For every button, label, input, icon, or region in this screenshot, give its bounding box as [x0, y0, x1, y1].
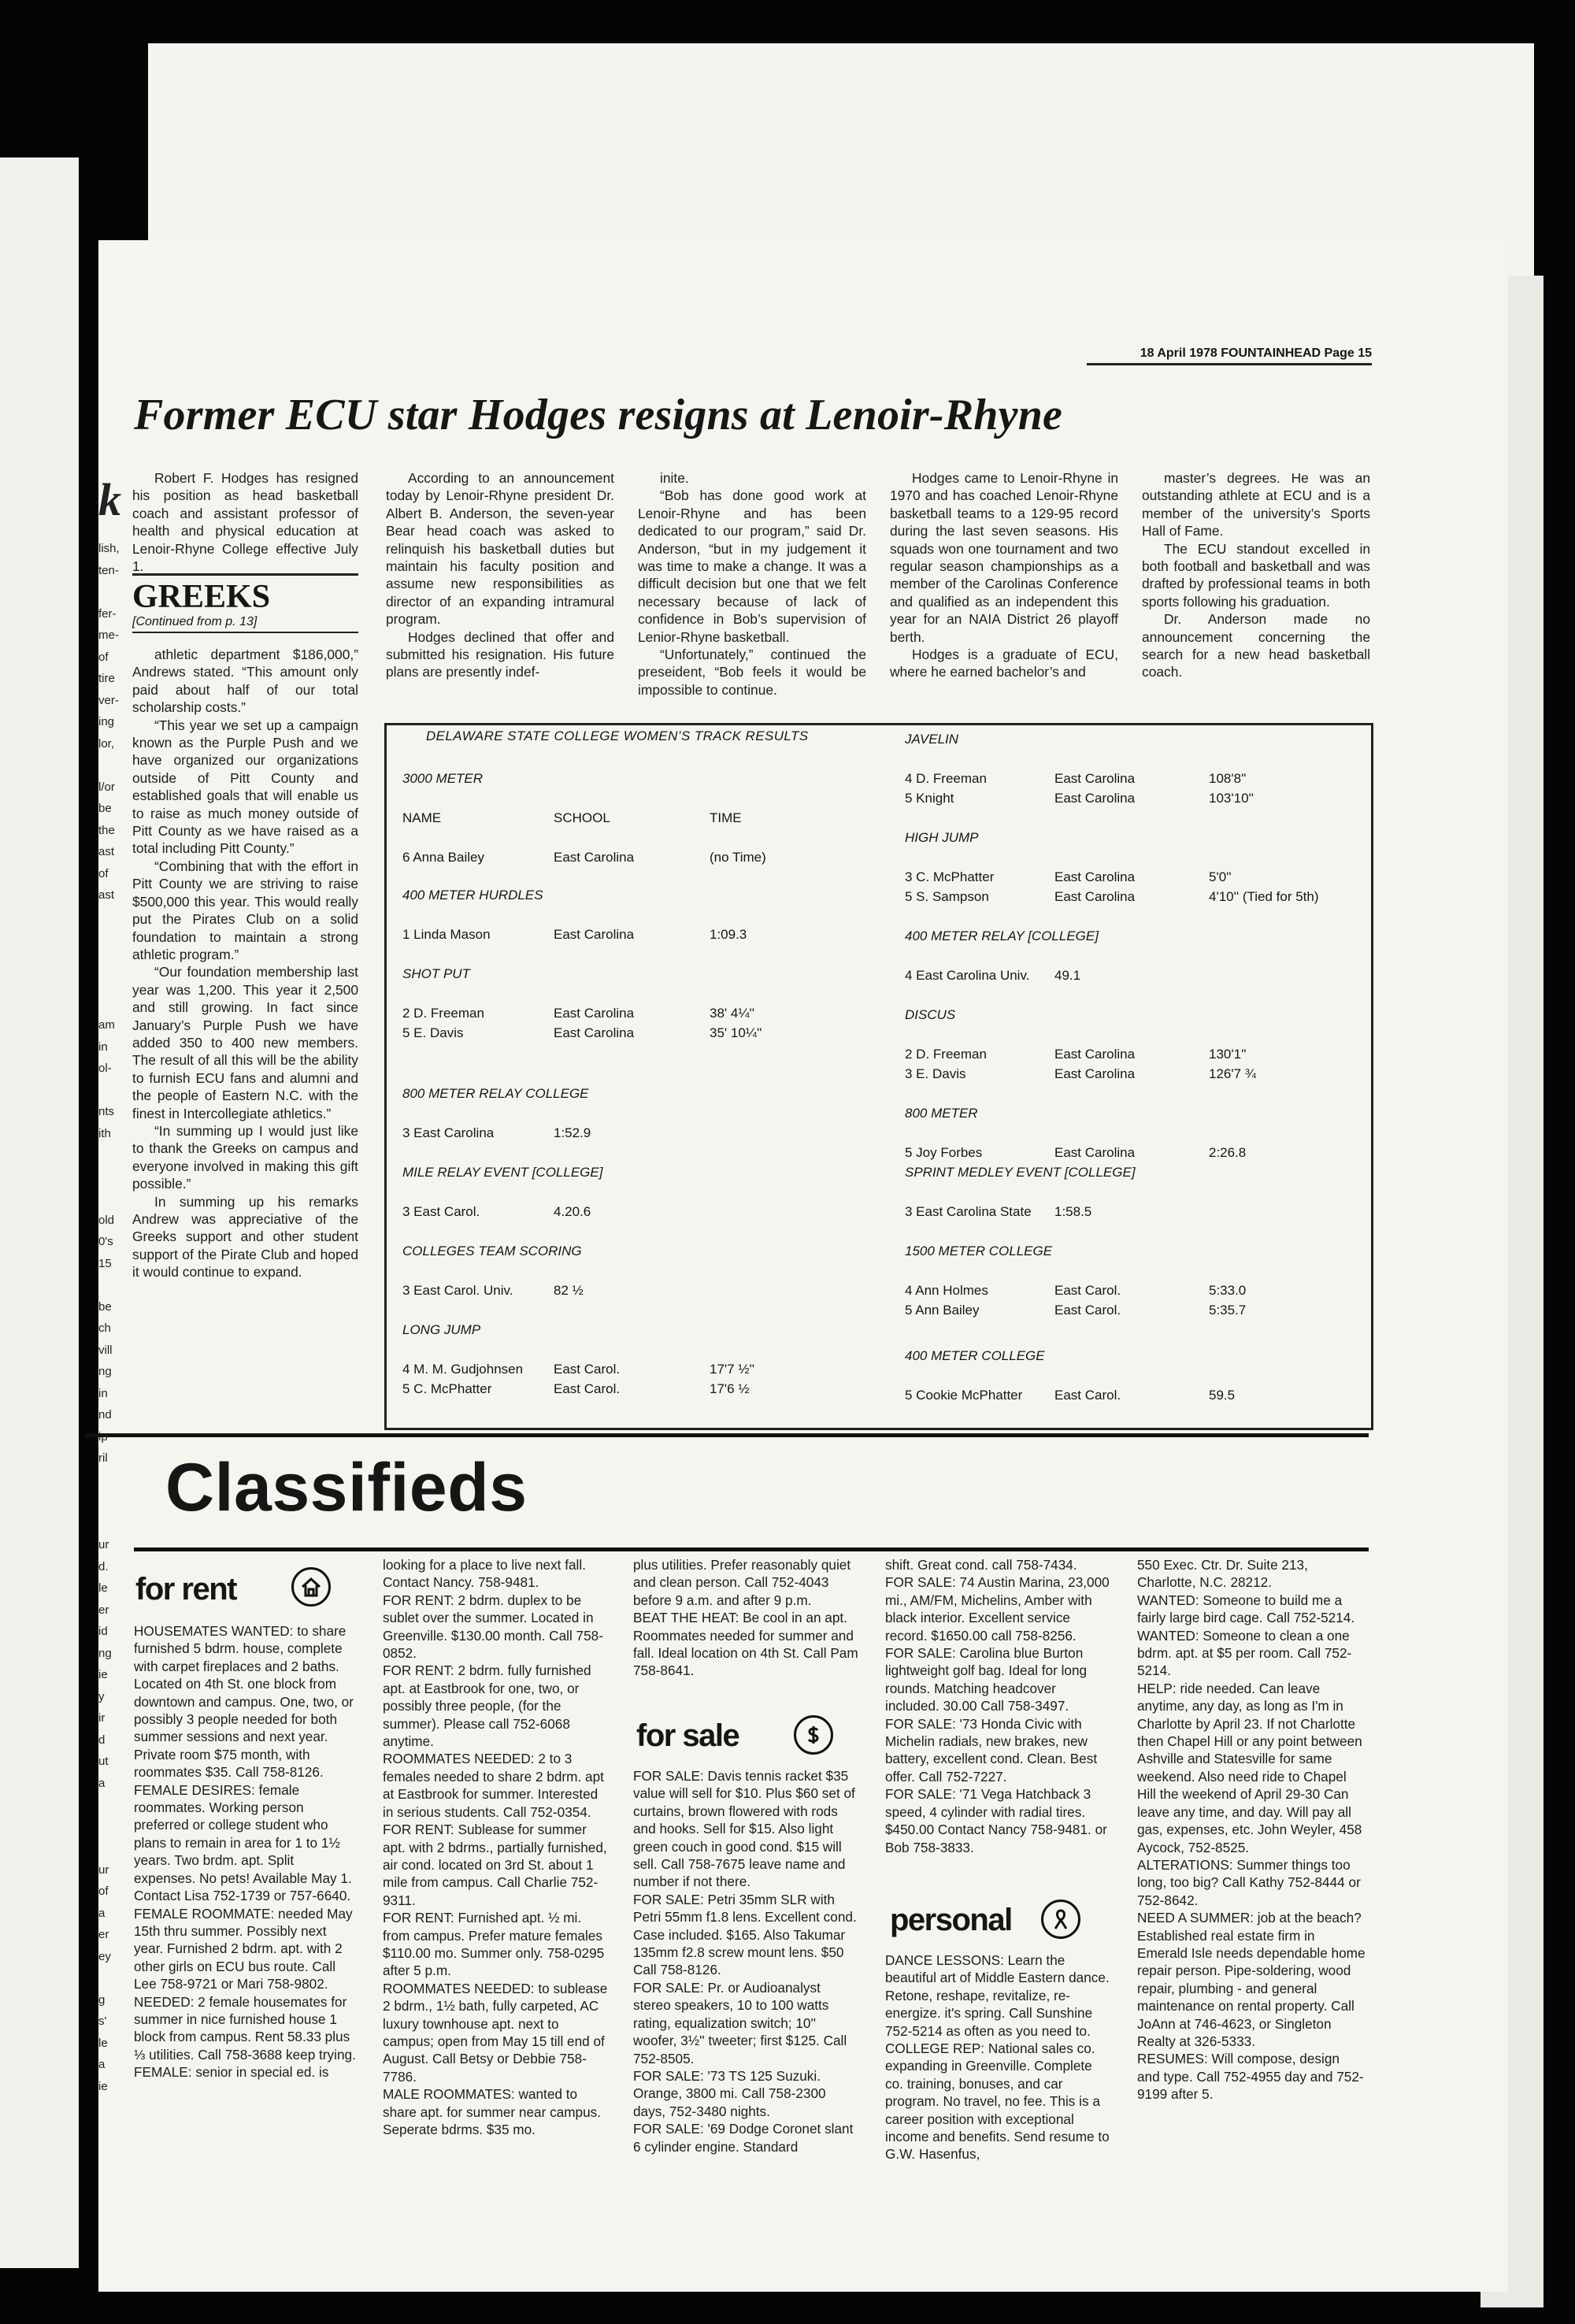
fragment-line: ver-: [98, 693, 119, 707]
column-header: SCHOOL: [554, 810, 610, 825]
fragment-line: ut: [98, 1755, 109, 1768]
fragment-line: [98, 1274, 127, 1296]
classified-ad: FOR SALE: Davis tennis racket $35 value will sell for $10. Plus $60 set of curtains, brown flowered with rods and hooks. Sell for $15. Also light green couch in good cond. $15 will sell. Call 758-7675 leave name and number if not there.: [633, 1768, 855, 1890]
classified-ad: NEED A SUMMER: job at the beach? Established real estate firm in Emerald Isle needs dependable home repair person. Pipe-soldering, wood repair, plumbing - and general maintenance on rental property. Call JoAnn at 746-4623, or Singleton Realty at 326-5333.: [1137, 1910, 1366, 2049]
fragment-line: s': [98, 2015, 107, 2028]
track-event-heading: MILE RELAY EVENT [COLLEGE]: [402, 1165, 603, 1180]
fragment-line: ith: [98, 1126, 111, 1140]
page-folio: 18 April 1978 FOUNTAINHEAD Page 15: [1087, 347, 1372, 365]
fragment-line: [98, 754, 127, 777]
classified-ad: WANTED: Someone to clean a one bdrm. apt. at $5 per room. Call 752-5214.: [1137, 1627, 1352, 1679]
fragment-line: [98, 950, 127, 972]
classifieds-heading: Classifieds: [165, 1450, 528, 1525]
ribbon-icon-glyph: [1049, 1907, 1073, 1931]
house-icon: [291, 1567, 331, 1607]
fragment-line: ie: [98, 1668, 108, 1681]
fragment-line: ng: [98, 1365, 112, 1378]
classifieds-rule: [134, 1547, 1369, 1551]
athlete-name: 2 D. Freeman: [905, 1047, 987, 1062]
classified-ad: FEMALE DESIRES: female roommates. Working person preferred or college student who plans to remain in area for 1 to 1½ years. Two brdm. apt. Split expenses. No pets! Available May 1. Contact Lisa 752-1739 or 757-6640.: [134, 1781, 352, 1904]
track-event-heading: SPRINT MEDLEY EVENT [COLLEGE]: [905, 1165, 1136, 1180]
fragment-line: [98, 1513, 127, 1535]
school-or-mark: 49.1: [1054, 968, 1081, 983]
fragment-line: ast: [98, 888, 115, 902]
classified-ad: FOR SALE: '73 TS 125 Suzuki. Orange, 3800 mi. Call 758-2300 days, 752-3480 nights.: [633, 2067, 826, 2119]
fragment-line: [98, 1080, 127, 1102]
track-event-heading: SHOT PUT: [402, 966, 470, 981]
school-or-mark: 1:52.9: [554, 1125, 591, 1140]
classified-ad: FOR SALE: Pr. or Audioanalyst stereo speakers, 10 to 100 watts rating, equalization switch; 10'' woofer, 3½'' tweeter; first $125. Call 752-8505.: [633, 1979, 847, 2066]
fragment-line: le: [98, 1581, 108, 1595]
fragment-line: ey: [98, 1949, 111, 1963]
fragment-line: le: [98, 2036, 108, 2050]
fragment-line: tire: [98, 672, 115, 685]
story-paragraph: inite.: [660, 470, 689, 486]
classifieds-column-3-bottom: [633, 1767, 858, 2155]
athlete-name: 3 East Carolina: [402, 1125, 495, 1140]
track-event-heading: 400 METER COLLEGE: [905, 1348, 1045, 1363]
story-paragraph: Hodges is a graduate of ECU, where he earned bachelor’s and: [890, 647, 1118, 680]
greeks-paragraph: “This year we set up a campaign known as the Purple Push and we have organized our organizations outside of Pitt County and established goals that will enable us to raise as much money outside of Pitt County as we have raised as a total including Pitt County.”: [132, 717, 358, 857]
story-paragraph: The ECU standout excelled in both football and basketball and was drafted by professional teams in both sports following his graduation.: [1142, 540, 1370, 610]
result-mark: 17'6 ½: [710, 1381, 750, 1396]
school-or-mark: East Carol.: [1054, 1388, 1121, 1403]
fragment-line: lor,: [98, 736, 115, 751]
fragment-line: vill: [98, 1343, 113, 1357]
fragment-line: ten-: [98, 563, 119, 577]
result-mark: 17'7 ½'': [710, 1362, 755, 1377]
school-or-mark: East Carol.: [554, 1381, 621, 1396]
story-column-2: [386, 469, 614, 681]
story-paragraph: Robert F. Hodges has resigned his position as head basketball coach and assistant professor of health and physical education at Lenoir-Rhyne College effective July 1.: [132, 470, 358, 575]
story-paragraph: “Bob has done good work at Lenoir-Rhyne and has been dedicated to our program,” said Dr. Anderson, “but in my judgement it was time to make a change. It was a difficult decision but one that we felt necessary because of lack of confidence in Bob’s supervision of Lenior-Rhyne basketball.: [638, 487, 866, 645]
story-paragraph: Hodges came to Lenoir-Rhyne in 1970 and has coached Lenoir-Rhyne basketball teams to a 129-95 record during the last seven seasons. His squads won one tournament and two regular season championships as a member of the Carolinas Conference and qualified as an independent this year for an NAIA District 26 playoff berth.: [890, 470, 1118, 645]
story-column-4: [890, 469, 1118, 681]
athlete-name: 1 Linda Mason: [402, 927, 491, 942]
classified-ad: FOR RENT: Furnished apt. ½ mi. from campus. Prefer mature females $110.00 mo. Summer only. 758-0295 after 5 p.m.: [383, 1910, 605, 1979]
fragment-line: [98, 971, 127, 993]
classified-ad: HELP: ride needed. Can leave anytime, any day, as long as I'm in Charlotte by April 23. If not Charlotte then Chapel Hill or any point between Ashville and Statesville for same weekend. Also need ride to Chapel Hill the weekend of April 29-30 Can leave any time, and day. Will pay all gas, expenses, etc. John Weyler, 458 Aycock, 752-8525.: [1137, 1680, 1362, 1855]
fragment-line: y: [98, 1689, 105, 1703]
greeks-paragraph: “Combining that with the effort in Pitt County we are striving to raise $500,000 this year. This would really put the Pirates Club on a solid foundation to maintain a strong athletic program.”: [132, 858, 358, 962]
result-mark: 130'1'': [1209, 1047, 1247, 1062]
athlete-name: 5 E. Davis: [402, 1025, 464, 1040]
fragment-line: in: [98, 1386, 108, 1400]
personal-heading: personal: [890, 1903, 1012, 1937]
fragment-line: [98, 1967, 127, 1989]
classified-ad: HOUSEMATES WANTED: to share furnished 5 bdrm. house, complete with carpet fireplaces and 2 baths. Located on 4th St. one block from downtown and campus. One, two, or possibly 3 people needed for both summer sessions and next year. Private room $75 month, with roommates $35. Call 758-8126.: [134, 1623, 354, 1781]
track-event-heading: HIGH JUMP: [905, 830, 979, 845]
left-page-fragment: [98, 476, 127, 2097]
athlete-name: 4 M. M. Gudjohnsen: [402, 1362, 524, 1377]
greeks-continued-note: [Continued from p. 13]: [132, 615, 358, 633]
fragment-line: d.: [98, 1559, 109, 1573]
fragment-line: ing: [98, 715, 115, 728]
story-headline: Former ECU star Hodges resigns at Lenoir-Rhyne: [134, 391, 1063, 439]
fragment-line: l/or: [98, 780, 115, 794]
greeks-paragraph: In summing up his remarks Andrew was appreciative of the Greeks support and other student support of the Pirate Club and hoped it would continue to expand.: [132, 1193, 358, 1281]
athlete-name: 3 East Carolina State: [905, 1204, 1032, 1219]
athlete-name: 5 Ann Bailey: [905, 1303, 980, 1318]
fragment-line: [98, 1470, 127, 1492]
classified-ad: ALTERATIONS: Summer things too long, too big? Call Kathy 752-8444 or 752-8642.: [1137, 1856, 1361, 1908]
athlete-name: 3 East Carol.: [402, 1204, 480, 1219]
fragment-line: g: [98, 1992, 106, 2007]
story-column-5: [1142, 469, 1370, 681]
greeks-paragraph: “Our foundation membership last year was 1,200. This year it 2,500 and still growing. In fact since January’s Purple Push we have added 350 to 400 new members. The result of all this will be the ability to furnish ECU fans and alumni and the people of Eastern N.C. with the finest in Intercollegiate athletics.”: [132, 964, 358, 1121]
classified-ad: FOR RENT: Sublease for summer apt. with 2 bdrms., partially furnished, air cond. located on 3rd St. about 1 mile from campus. Call Charlie 752-9311.: [383, 1822, 607, 1908]
athlete-name: 5 Joy Forbes: [905, 1145, 983, 1160]
fragment-line: [98, 1491, 127, 1513]
fragment-line: [98, 1188, 127, 1210]
greeks-paragraph: “In summing up I would just like to thank the Greeks on campus and everyone involved in making this gift possible.”: [132, 1122, 358, 1192]
classifieds-column-4-bottom: [885, 1951, 1110, 2163]
greeks-continuation: [132, 573, 358, 633]
result-mark: 5'0'': [1209, 869, 1232, 884]
classified-ad: shift. Great cond. call 758-7434.: [885, 1557, 1077, 1573]
school-or-mark: East Carol.: [1054, 1303, 1121, 1318]
fragment-line: ie: [98, 2079, 108, 2093]
fragment-line: ur: [98, 1538, 109, 1551]
fragment-line: ng: [98, 1646, 112, 1660]
school-or-mark: East Carolina: [1054, 1047, 1136, 1062]
fragment-line: [98, 1816, 127, 1838]
classified-ad: BEAT THE HEAT: Be cool in an apt. Roommates needed for summer and fall. Ideal location on 4th St. Call Pam 758-8641.: [633, 1610, 858, 1679]
fragment-line: er: [98, 1928, 109, 1941]
school-or-mark: East Carolina: [554, 850, 635, 865]
classifieds-column-3-top: [633, 1556, 858, 1680]
fragment-line: 0's: [98, 1235, 113, 1248]
fragment-line: [98, 906, 127, 928]
fragment-line: [98, 581, 127, 603]
athlete-name: 5 Cookie McPhatter: [905, 1388, 1023, 1403]
school-or-mark: East Carolina: [554, 1025, 635, 1040]
ribbon-icon: [1041, 1900, 1080, 1939]
fragment-line: me-: [98, 628, 119, 642]
athlete-name: 4 D. Freeman: [905, 771, 987, 786]
result-mark: 108'8'': [1209, 771, 1247, 786]
fragment-line: a: [98, 2058, 106, 2071]
result-mark: 126'7 ¾: [1209, 1066, 1256, 1081]
story-column-3: [638, 469, 866, 699]
result-mark: 35' 10¼'': [710, 1025, 762, 1040]
track-event-heading: 800 METER: [905, 1106, 978, 1121]
result-mark: 103'10'': [1209, 791, 1254, 806]
athlete-name: 3 East Carol. Univ.: [402, 1283, 513, 1298]
school-or-mark: 82 ½: [554, 1283, 584, 1298]
for-sale-heading: for sale: [636, 1718, 739, 1753]
classified-ad: FOR SALE: 74 Austin Marina, 23,000 mi., AM/FM, Michelins, Amber with black interior. Excellent service record. $1650.00 call 758-8256.: [885, 1574, 1110, 1644]
fragment-line: be: [98, 802, 112, 815]
track-event-heading: DISCUS: [905, 1007, 956, 1022]
for-rent-heading: for rent: [135, 1572, 236, 1607]
result-mark: 38' 4¼'': [710, 1006, 755, 1021]
school-or-mark: East Carolina: [1054, 791, 1136, 806]
classifieds-column-4-top: [885, 1556, 1110, 1856]
fragment-line: of: [98, 866, 109, 880]
track-event-heading: 800 METER RELAY COLLEGE: [402, 1086, 589, 1101]
fragment-line: am: [98, 1018, 115, 1032]
track-event-heading: JAVELIN: [905, 732, 959, 747]
classifieds-column-1: [134, 1622, 359, 2081]
classified-ad: looking for a place to live next fall. Contact Nancy. 758-9481.: [383, 1557, 586, 1591]
result-mark: 5:33.0: [1209, 1283, 1247, 1298]
result-mark: 2:26.8: [1209, 1145, 1247, 1160]
fragment-line: of: [98, 1885, 109, 1898]
school-or-mark: East Carolina: [1054, 889, 1136, 904]
track-results-box: [384, 723, 1373, 1430]
fragment-line: [98, 1144, 127, 1166]
fragment-line: ur: [98, 1863, 109, 1877]
track-event-heading: LONG JUMP: [402, 1322, 481, 1337]
fragment-line: [98, 1166, 127, 1188]
story-paragraph: According to an announcement today by Lenoir-Rhyne president Dr. Albert B. Anderson, the seven-year Bear head coach was asked to relinquish his basketball duties but maintain his faculty position and assume new responsibilities as director of an expanding intramural program.: [386, 470, 614, 628]
classified-ad: FOR RENT: 2 bdrm. fully furnished apt. at Eastbrook for one, two, or possibly three people, (for the summer). Please call 752-6068 anytime.: [383, 1662, 591, 1750]
result-mark: (no Time): [710, 850, 766, 865]
fragment-line: [98, 993, 127, 1015]
fragment-line: the: [98, 823, 115, 837]
fragment-line: old: [98, 1213, 115, 1227]
classified-ad: plus utilities. Prefer reasonably quiet and clean person. Call 752-4043 before 9 a.m. and after 9 p.m.: [633, 1557, 851, 1608]
school-or-mark: East Carol.: [554, 1362, 621, 1377]
fragment-line: ast: [98, 845, 115, 858]
classified-ad: FEMALE ROOMMATE: needed May 15th thru summer. Possibly next year. Furnished 2 bdrm. apt. with 2 other girls on ECU bus route. Call Lee 758-9721 or Mari 758-9802.: [134, 1905, 353, 1992]
school-or-mark: 1:58.5: [1054, 1204, 1092, 1219]
fragment-line: [98, 1794, 127, 1816]
dollar-icon: [794, 1715, 833, 1755]
result-mark: 5:35.7: [1209, 1303, 1247, 1318]
fragment-line: 15: [98, 1256, 112, 1270]
result-mark: 1:09.3: [710, 927, 747, 942]
fragment-line: ril: [98, 1451, 108, 1465]
school-or-mark: East Carolina: [1054, 869, 1136, 884]
classified-ad: WANTED: Someone to build me a fairly large bird cage. Call 752-5214.: [1137, 1592, 1355, 1626]
classified-ad: FOR SALE: Petri 35mm SLR with Petri 55mm f1.8 lens. Excellent cond. Case included. $165. Also Takumar 135mm f2.8 screw mount lens. $50 Call 758-8126.: [633, 1891, 857, 1978]
fragment-line: lish,: [98, 542, 120, 555]
fragment-line: ol-: [98, 1062, 112, 1075]
athlete-name: 4 Ann Holmes: [905, 1283, 988, 1298]
athlete-name: 6 Anna Bailey: [402, 850, 484, 865]
story-paragraph: master’s degrees. He was an outstanding athlete at ECU and is a member of the university’s Sports Hall of Fame.: [1142, 470, 1370, 539]
fragment-line: nts: [98, 1105, 115, 1118]
fragment-line: ir: [98, 1711, 106, 1725]
athlete-name: 4 East Carolina Univ.: [905, 968, 1030, 983]
section-divider-rule: [85, 1433, 1369, 1437]
track-results-title: DELAWARE STATE COLLEGE WOMEN’S TRACK RESULTS: [426, 728, 809, 743]
fragment-line: [98, 1837, 127, 1859]
track-event-heading: 400 METER HURDLES: [402, 888, 543, 903]
fragment-line: be: [98, 1299, 112, 1314]
fragment-line: er: [98, 1603, 109, 1617]
column-header: TIME: [710, 810, 742, 825]
house-icon-glyph: [299, 1575, 323, 1599]
fragment-headline-letter: k: [98, 474, 121, 525]
classified-ad: FOR SALE: '71 Vega Hatchback 3 speed, 4 cylinder with radial tires. $450.00 Contact Nancy 758-9481. or Bob 758-3833.: [885, 1786, 1107, 1855]
column-header: NAME: [402, 810, 442, 825]
school-or-mark: East Carol.: [1054, 1283, 1121, 1298]
classifieds-column-2: [383, 1556, 608, 2138]
greeks-paragraph: athletic department $186,000,” Andrews stated. “This amount only paid about half of our total scholarship costs.”: [132, 647, 358, 716]
greeks-story-column: [132, 646, 358, 1281]
story-column-1: [132, 469, 358, 575]
track-event-heading: COLLEGES TEAM SCORING: [402, 1244, 582, 1258]
fragment-line: a: [98, 1906, 106, 1920]
classified-ad: FEMALE: senior in special ed. is: [134, 2064, 329, 2081]
fragment-line: [98, 928, 127, 950]
fragment-line: d: [98, 1733, 106, 1747]
story-paragraph: “Unfortunately,” continued the preseident, “Bob feels it would be impossible to continue.: [638, 647, 866, 698]
classified-ad: ROOMMATES NEEDED: 2 to 3 females needed to share 2 bdrm. apt at Eastbrook for summer. Interested in serious students. Call 752-0354.: [383, 1751, 604, 1820]
adjacent-page-left: [0, 158, 79, 2268]
classified-ad: ROOMMATES NEEDED: to sublease 2 bdrm., 1½ bath, fully carpeted, AC luxury townhouse apt. next to campus; open from May 15 till end of August. Call Betsy or Debbie 758-7786.: [383, 1980, 608, 2085]
classified-ad: RESUMES: Will compose, design and type. Call 752-4955 day and 752-9199 after 5.: [1137, 2051, 1364, 2103]
athlete-name: 2 D. Freeman: [402, 1006, 484, 1021]
result-mark: 4'10'' (Tied for 5th): [1209, 889, 1319, 904]
greeks-heading: GREEKS: [132, 579, 271, 615]
classified-ad: 550 Exec. Ctr. Dr. Suite 213, Charlotte, N.C. 28212.: [1137, 1557, 1308, 1591]
fragment-line: fer-: [98, 606, 117, 621]
dollar-icon-glyph: [802, 1723, 825, 1747]
classified-ad: FOR RENT: 2 bdrm. duplex to be sublet over the summer. Located in Greenville. $130.00 month. Call 758-0852.: [383, 1592, 603, 1662]
classified-ad: MALE ROOMMATES: wanted to share apt. for summer near campus. Seperate bdrms. $35 mo.: [383, 2086, 602, 2137]
school-or-mark: 4.20.6: [554, 1204, 591, 1219]
fragment-line: id: [98, 1625, 108, 1638]
school-or-mark: East Carolina: [1054, 1066, 1136, 1081]
track-event-heading: 400 METER RELAY [COLLEGE]: [905, 928, 1099, 943]
classified-ad: NEEDED: 2 female housemates for summer in nice furnished house 1 block from campus. Rent 58.33 plus ⅓ utilities. Call 758-3688 keep trying.: [134, 1993, 356, 2063]
fragment-line: a: [98, 1776, 106, 1790]
fragment-line: ch: [98, 1321, 111, 1335]
result-mark: 59.5: [1209, 1388, 1236, 1403]
classified-ad: COLLEGE REP: National sales co. expanding in Greenville. Complete co. training, bonuses, and car program. No travel, no fee. This is a career position with exceptional income and benefits. Send resume to G.W. Hasenfus,: [885, 2040, 1110, 2163]
school-or-mark: East Carolina: [554, 1006, 635, 1021]
athlete-name: 5 Knight: [905, 791, 954, 806]
story-paragraph: Hodges declined that offer and submitted his resignation. His future plans are presently indef-: [386, 628, 614, 680]
story-paragraph: Dr. Anderson made no announcement concerning the search for a new head basketball coach.: [1142, 611, 1370, 680]
fragment-line: nd: [98, 1408, 112, 1421]
fragment-line: of: [98, 650, 109, 664]
athlete-name: 3 C. McPhatter: [905, 869, 995, 884]
school-or-mark: East Carolina: [554, 927, 635, 942]
fragment-line: in: [98, 1040, 108, 1054]
track-event-heading: 1500 METER COLLEGE: [905, 1244, 1053, 1258]
classified-ad: FOR SALE: Carolina blue Burton lightweight golf bag. Ideal for long rounds. Matching headcover included. 30.00 Call 758-3497.: [885, 1645, 1088, 1714]
classified-ad: FOR SALE: '69 Dodge Coronet slant 6 cylinder engine. Standard: [633, 2121, 854, 2155]
classifieds-column-5: [1137, 1556, 1366, 2103]
athlete-name: 3 E. Davis: [905, 1066, 966, 1081]
athlete-name: 5 S. Sampson: [905, 889, 989, 904]
school-or-mark: East Carolina: [1054, 1145, 1136, 1160]
track-event-heading: 3000 METER: [402, 771, 484, 786]
athlete-name: 5 C. McPhatter: [402, 1381, 492, 1396]
classified-ad: DANCE LESSONS: Learn the beautiful art of Middle Eastern dance. Retone, reshape, revitalize, re-energize. it's spring. Call Sunshine 752-5214 as often as you need to.: [885, 1952, 1110, 2039]
classified-ad: FOR SALE: '73 Honda Civic with Michelin radials, new brakes, new battery, excellent cond. Clean. Best offer. Call 752-7227.: [885, 1715, 1098, 1785]
school-or-mark: East Carolina: [1054, 771, 1136, 786]
